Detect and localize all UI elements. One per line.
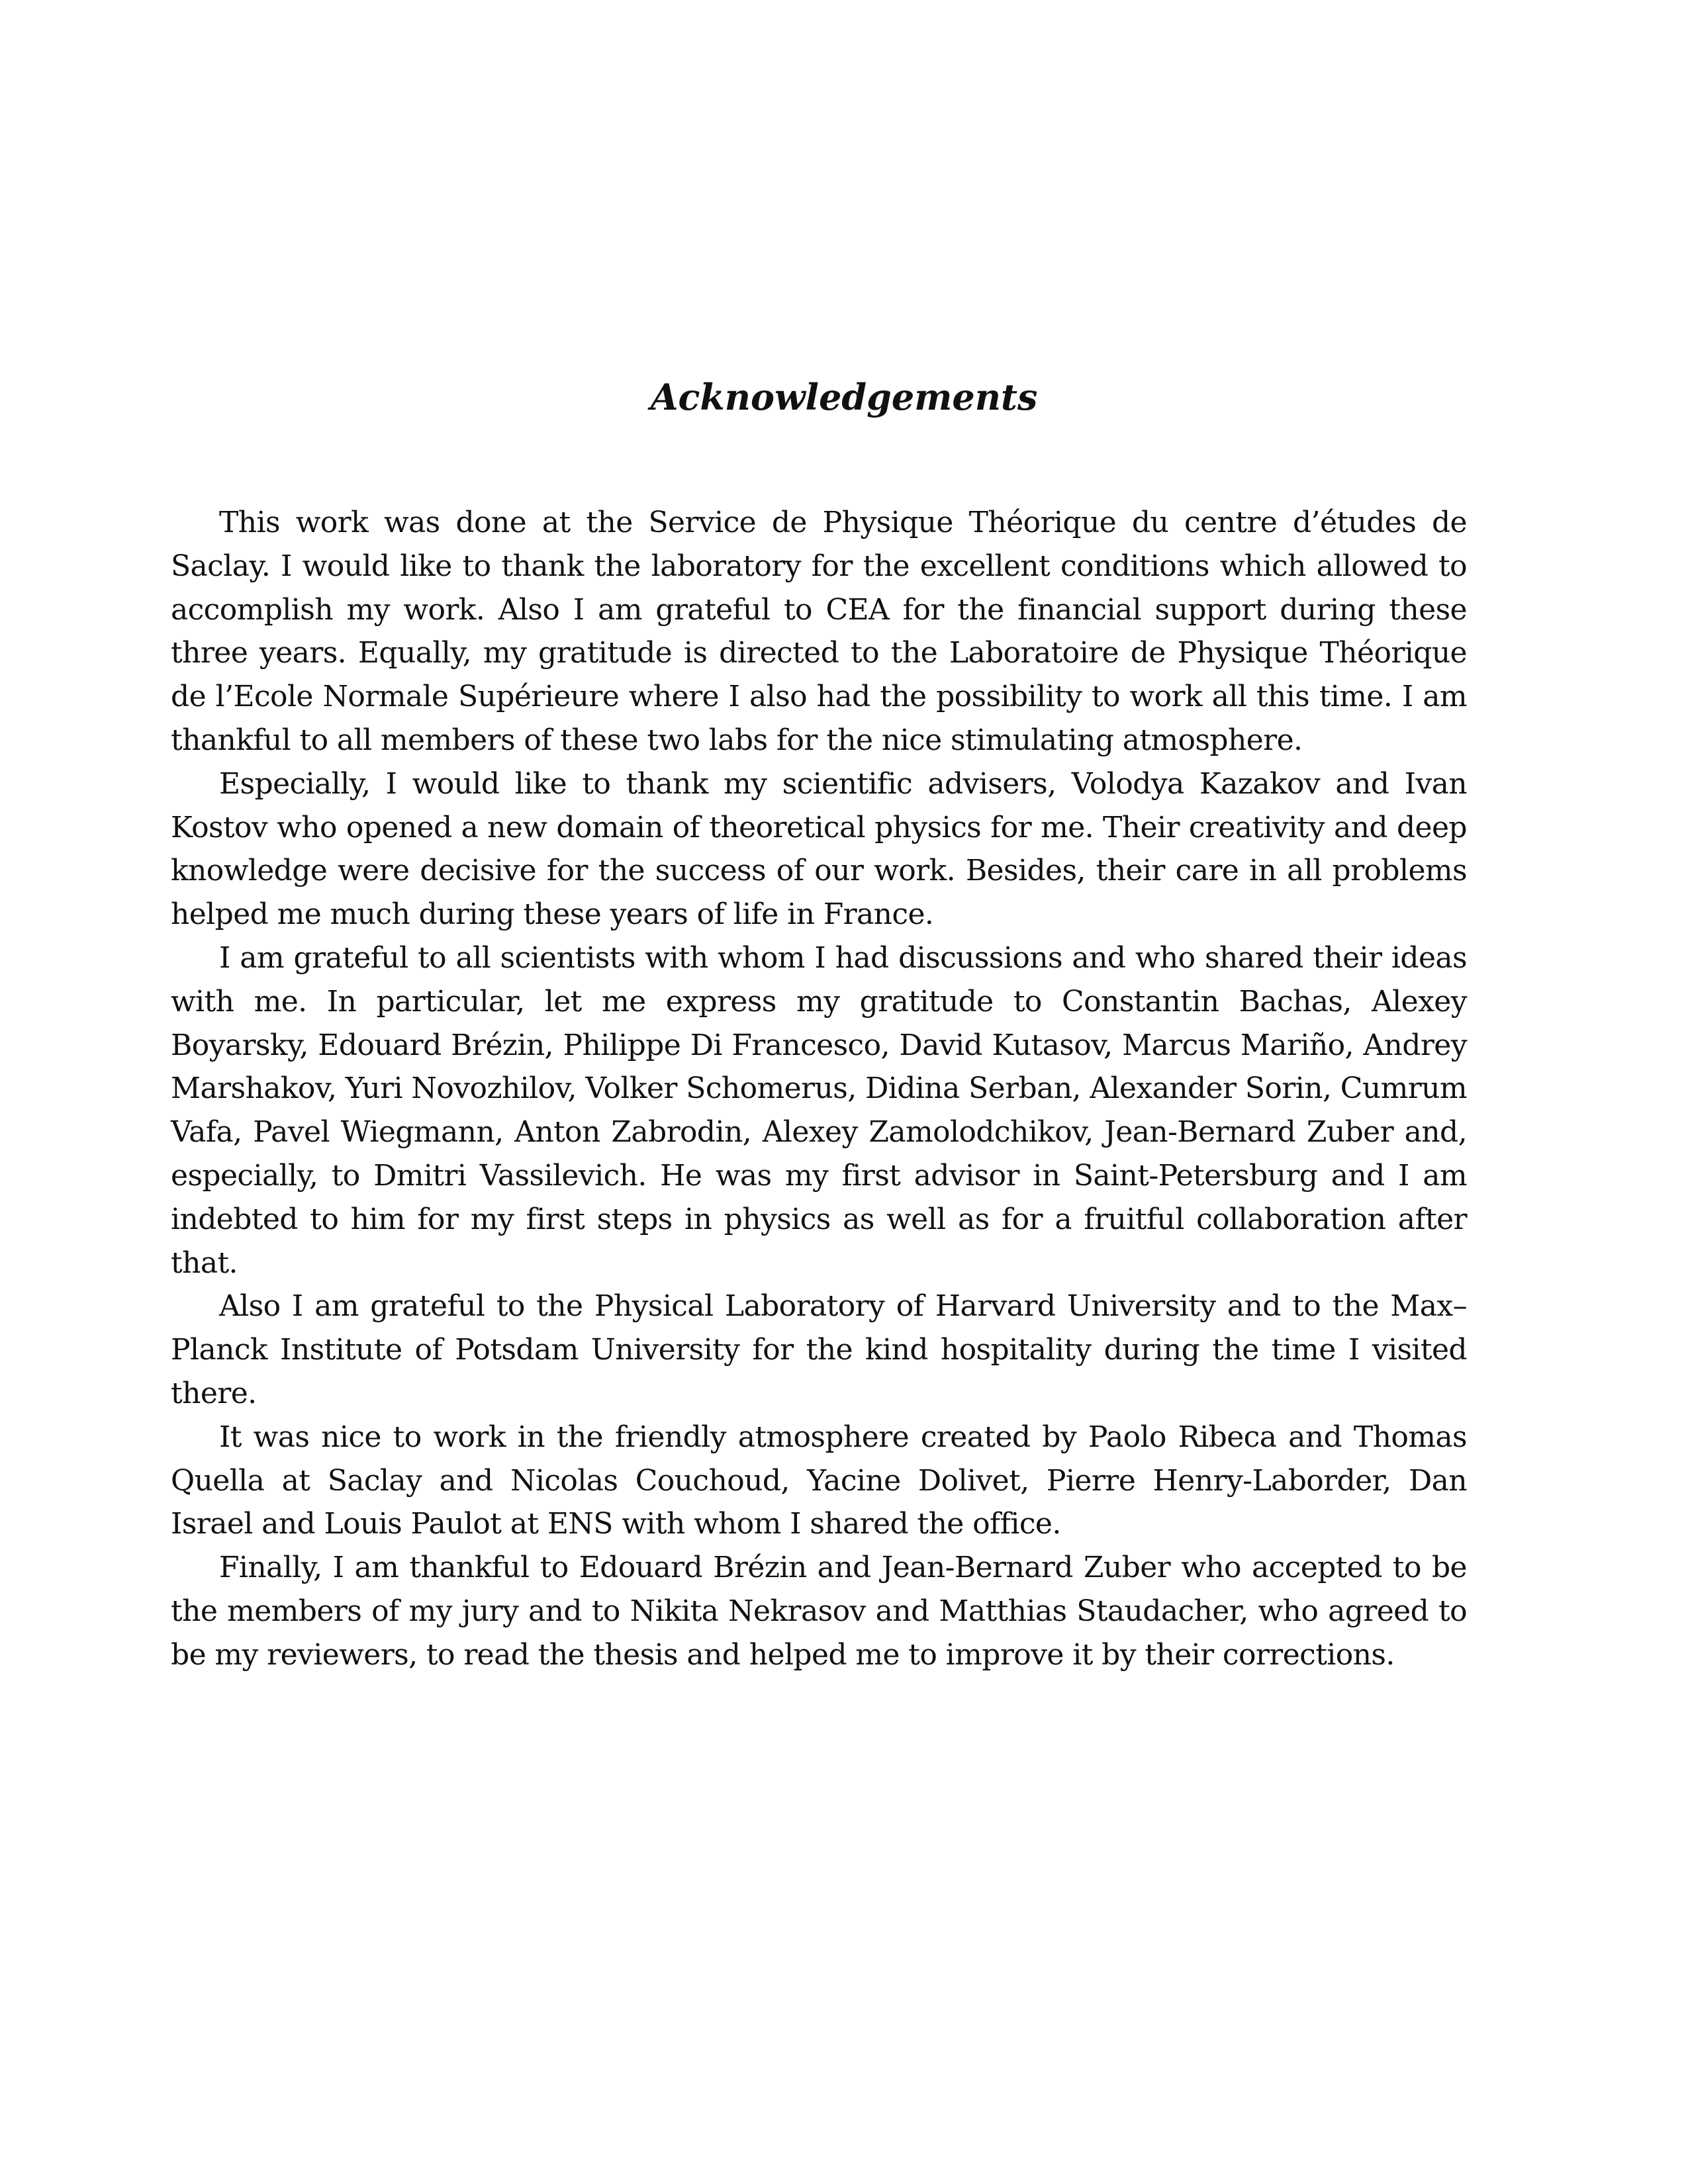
paragraph-saclay: This work was done at the Service de Physique Théorique du centre d’études de Saclay. I would like to thank the laboratory for the excellent conditions which allowed to accomplish my work. Also I am grateful to CEA for the financial support during these three years. Equally, my gratitude is directed to the Laboratoire de Physique Théorique de l’Ecole Normale Supérieure where I also had the possibility to work all this time. I am thankful to all members of these two labs for the nice stimulating atmosphere. [171, 506, 1467, 757]
paragraph-harvard-potsdam: Also I am grateful to the Physical Laboratory of Harvard University and to the Max–Planck Institute of Potsdam University for the kind hospitality during the time I visited there. [171, 1289, 1467, 1410]
paragraph-advisers: Especially, I would like to thank my scientific advisers, Volodya Kazakov and Ivan Kostov who opened a new domain of theoretical physics for me. Their creativity and deep knowledge were decisive for the success of our work. Besides, their care in all problems helped me much during these years of life in France. [171, 766, 1467, 932]
paragraph-scientists: I am grateful to all scientists with whom I had discussions and who shared their ideas with me. In particular, let me express my gratitude to Constantin Bachas, Alexey Boyarsky, Edouard Brézin, Philippe Di Francesco, David Kutasov, Marcus Mariño, Andrey Marshakov, Yuri Novozhilov, Volker Schomerus, Didina Serban, Alexander Sorin, Cumrum Vafa, Pavel Wiegmann, Anton Zabrodin, Alexey Zamolodchikov, Jean-Bernard Zuber and, especially, to Dmitri Vassilevich. He was my first advisor in Saint-Petersburg and I am indebted to him for my first steps in physics as well as for a fruitful collaboration after that. [171, 940, 1467, 1280]
paragraph-office: It was nice to work in the friendly atmosphere created by Paolo Ribeca and Thomas Quella at Saclay and Nicolas Couchoud, Yacine Dolivet, Pierre Henry-Laborder, Dan Israel and Louis Paulot at ENS with whom I shared the office. [171, 1420, 1467, 1541]
page-title: Acknowledgements [650, 376, 1038, 418]
acknowledgements-body [171, 501, 1467, 1677]
paragraph-jury: Finally, I am thankful to Edouard Brézin and Jean-Bernard Zuber who accepted to be the members of my jury and to Nikita Nekrasov and Matthias Staudacher, who agreed to be my reviewers, to read the thesis and helped me to improve it by their corrections. [171, 1551, 1467, 1672]
